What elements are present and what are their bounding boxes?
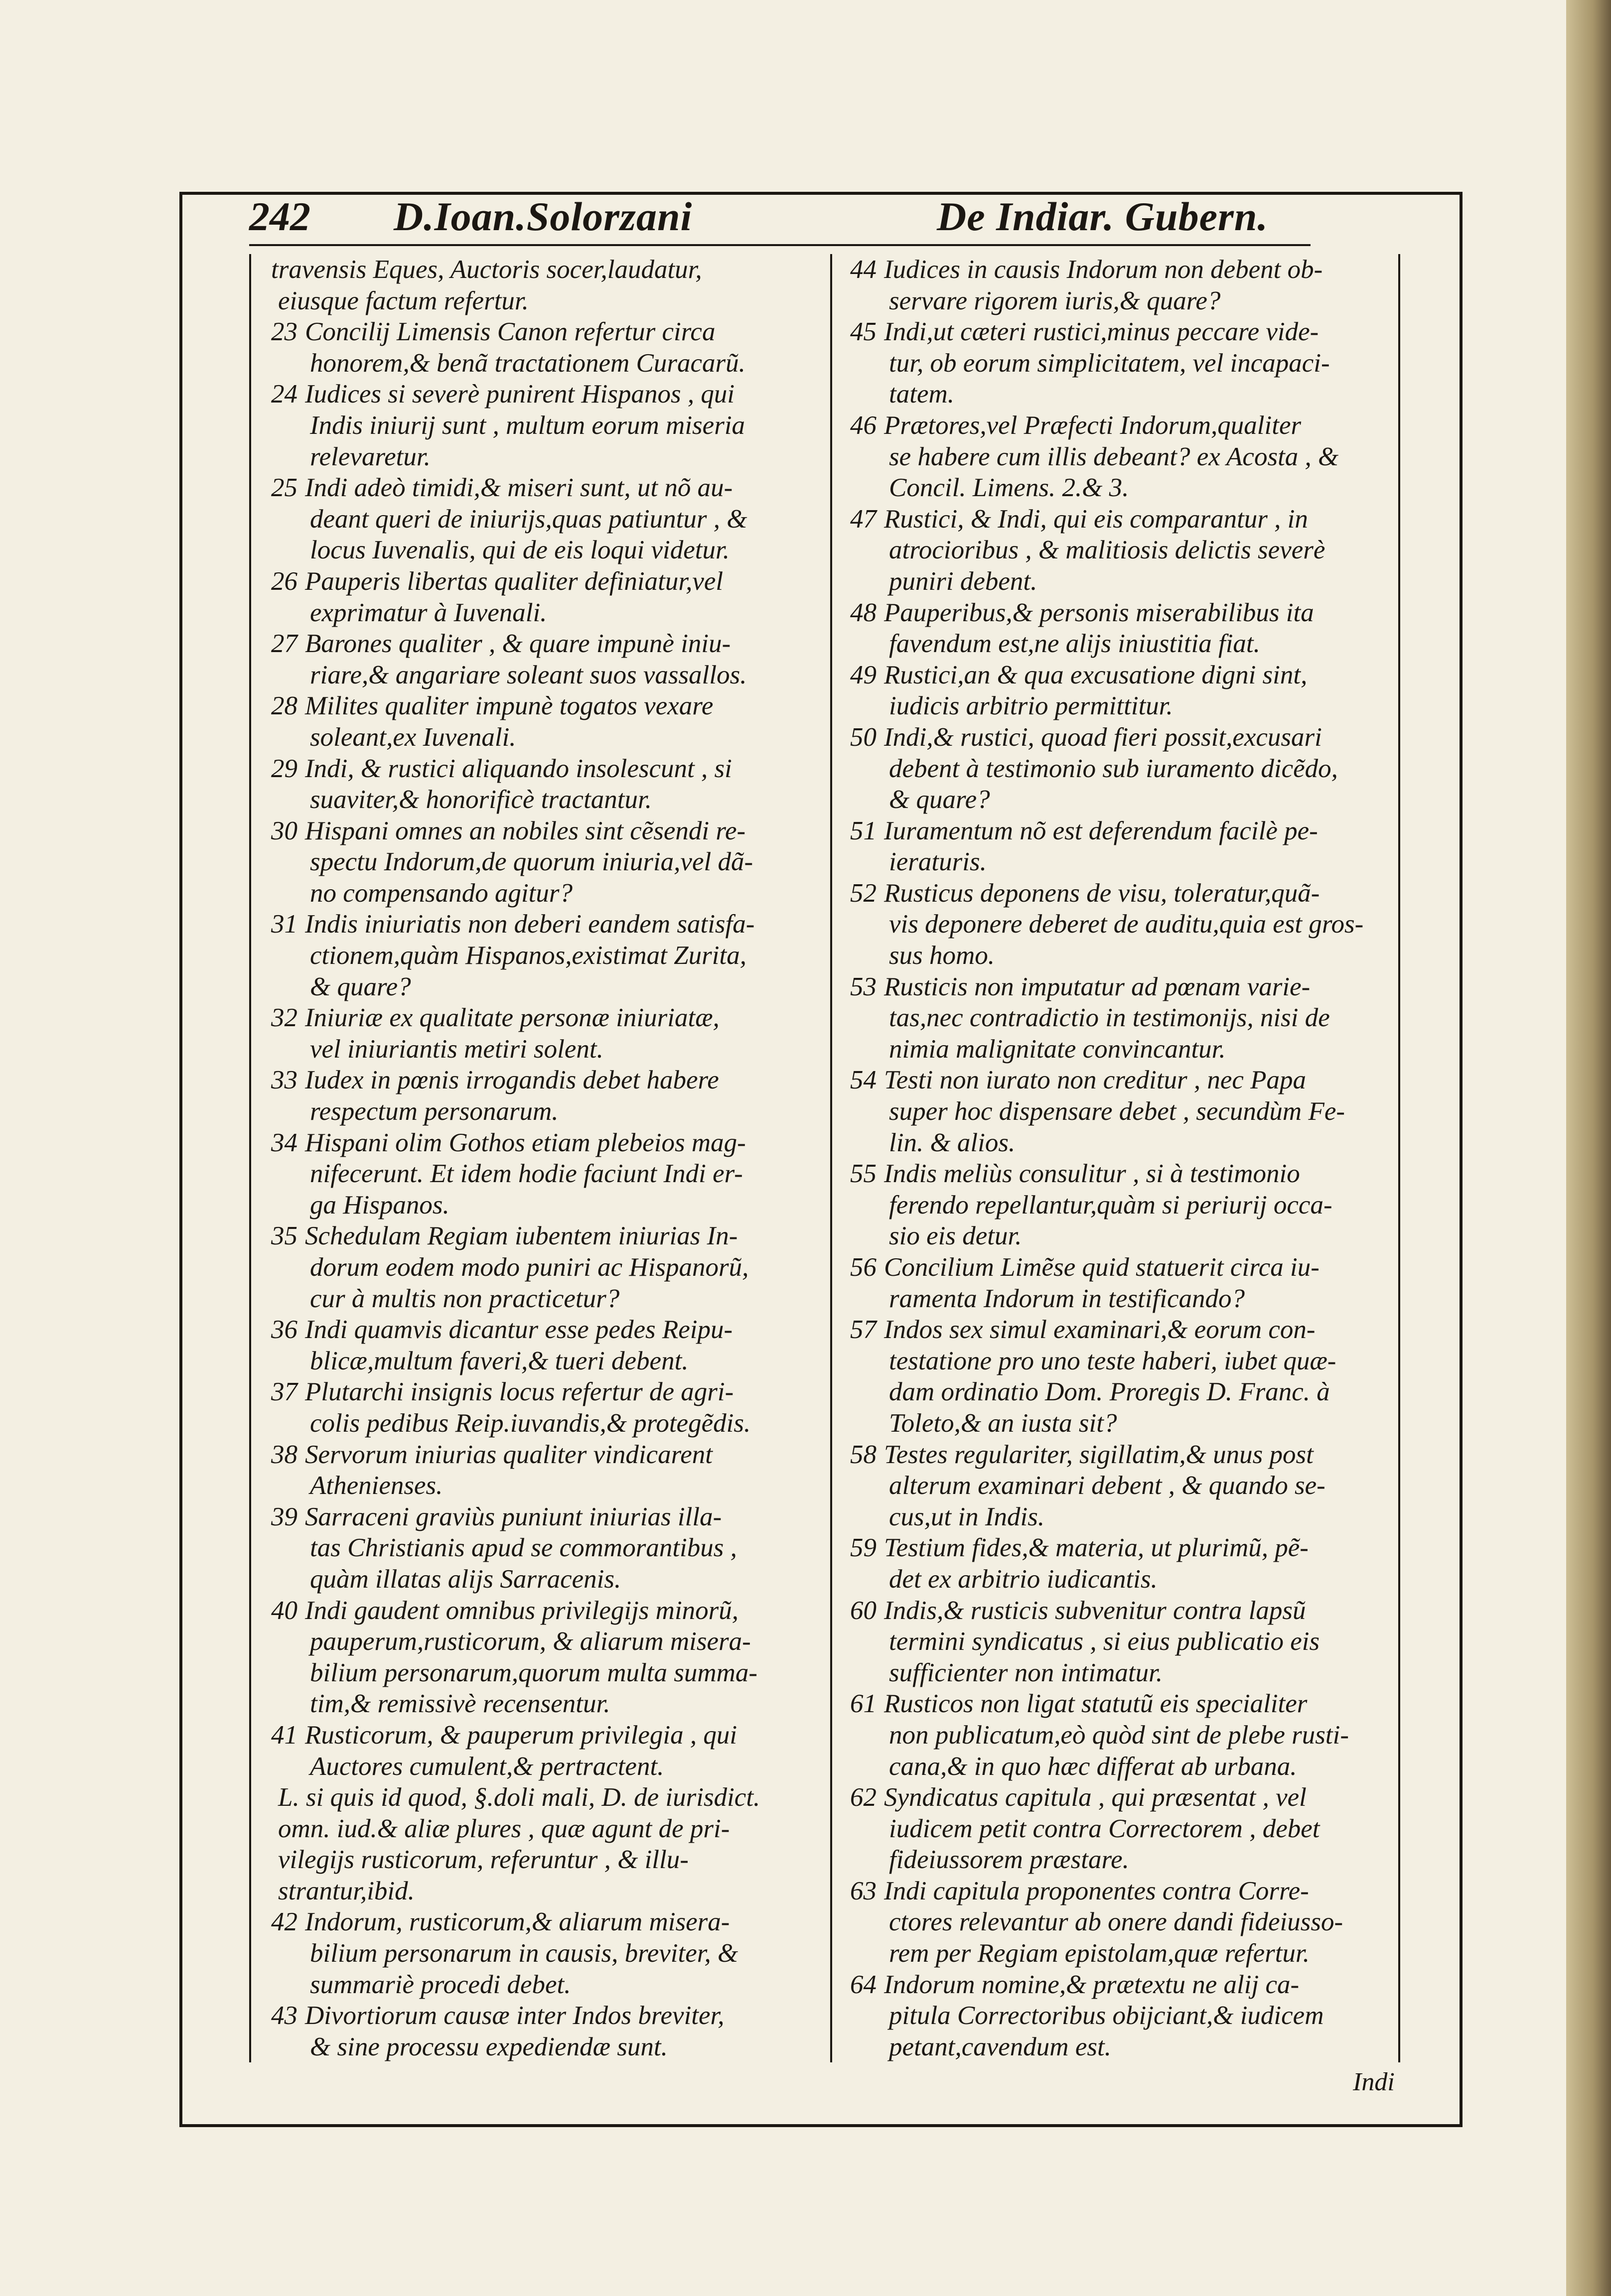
index-entry [850, 316, 1388, 410]
entry-text: Testes regulariter, sigillatim,& unus post [884, 1440, 1314, 1469]
entry-text: dam ordinatio Dom. Proregis D. Franc. à [889, 1377, 1330, 1407]
entry-text: Hispani omnes an nobiles sint cẽsendi re- [305, 816, 746, 845]
entry-text: Iniuriæ ex qualitate personæ iniuriatæ, [305, 1003, 720, 1033]
entry-number: 53 [850, 972, 877, 1001]
entry-number: 48 [850, 598, 877, 627]
entry-text: honorem,& benã tractationem Curacarũ. [310, 348, 745, 378]
index-entry [271, 1314, 820, 1376]
entry-text: bilium personarum in causis, breviter, & [310, 1939, 738, 1968]
running-head [249, 189, 1320, 244]
index-entry [271, 690, 820, 753]
entry-text: cana,& in quo hæc differat ab urbana. [889, 1752, 1297, 1781]
entry-number: 58 [850, 1440, 877, 1469]
entry-text: Prætores,vel Præfecti Indorum,qualiter [884, 410, 1302, 440]
entry-number: 31 [271, 910, 297, 939]
index-entry [271, 628, 820, 690]
entry-number: 41 [271, 1720, 297, 1750]
index-entry [850, 660, 1388, 722]
entry-text: Plutarchi insignis locus refertur de agri- [305, 1377, 734, 1407]
index-entry [850, 878, 1388, 971]
entry-text: Indi capitula proponentes contra Corre- [884, 1876, 1309, 1905]
entry-number: 38 [271, 1440, 297, 1469]
index-entry [850, 254, 1388, 316]
entry-number: 47 [850, 504, 877, 534]
index-entry [850, 815, 1388, 878]
entry-number: 56 [850, 1253, 877, 1282]
entry-text: L. si quis id quod, §.doli mali, D. de iurisdict. [278, 1783, 760, 1812]
entry-text: relevaretur. [310, 442, 431, 471]
index-entry [271, 1220, 820, 1314]
entry-text: petant,cavendum est. [889, 2032, 1111, 2061]
index-entry [271, 1595, 820, 1720]
entry-text: tim,& remissivè recensentur. [310, 1689, 610, 1719]
entry-text: sio eis detur. [889, 1221, 1022, 1251]
entry-number: 32 [271, 1003, 297, 1033]
index-entry [271, 1127, 820, 1221]
entry-text: se habere cum illis debeant? ex Acosta , & [889, 442, 1339, 471]
entry-text: vis deponere deberet de auditu,quia est gros- [889, 910, 1364, 939]
entry-text: super hoc dispensare debet , secundùm Fe- [889, 1097, 1345, 1126]
entry-number: 36 [271, 1315, 297, 1345]
entry-text: servare rigorem iuris,& quare? [889, 286, 1221, 315]
entry-number: 43 [271, 2001, 297, 2030]
entry-text: Indos sex simul examinari,& eorum con- [884, 1315, 1316, 1345]
entry-text: Sarraceni graviùs puniunt iniurias illa- [305, 1502, 722, 1531]
index-column-right [832, 254, 1400, 2062]
entry-text: quàm illatas alijs Sarracenis. [310, 1564, 621, 1594]
entry-text: Hispani olim Gothos etiam plebeios mag- [305, 1128, 746, 1157]
entry-text: Schedulam Regiam iubentem iniurias In- [305, 1221, 738, 1251]
entry-text: Indi adeò timidi,& miseri sunt, ut nõ au- [305, 473, 733, 503]
entry-text: dorum eodem modo puniri ac Hispanorũ, [310, 1253, 749, 1282]
entry-text: tatem. [889, 380, 954, 409]
entry-text: Iudices in causis Indorum non debent ob- [884, 255, 1323, 284]
entry-text: blicæ,multum faveri,& tueri debent. [310, 1346, 689, 1375]
entry-text: ferendo repellantur,quàm si periurij occa- [889, 1190, 1332, 1219]
index-entry [850, 1532, 1388, 1595]
entry-text: & quare? [889, 785, 990, 814]
entry-text: tas Christianis apud se commorantibus , [310, 1533, 737, 1563]
entry-text: exprimatur à Iuvenali. [310, 598, 547, 627]
entry-number: 60 [850, 1596, 877, 1625]
entry-number: 45 [850, 317, 877, 347]
entry-text: Testi non iurato non creditur , nec Papa [884, 1066, 1306, 1095]
entry-text: puniri debent. [889, 566, 1037, 596]
entry-text: alterum examinari debent , & quando se- [889, 1471, 1325, 1500]
entry-text: Indorum, rusticorum,& aliarum misera- [305, 1907, 730, 1937]
entry-text: Rustici, & Indi, qui eis comparantur , in [884, 504, 1308, 534]
entry-text: tur, ob eorum simplicitatem, vel incapaci- [889, 348, 1330, 378]
entry-text: vilegijs rusticorum, referuntur , & illu- [278, 1845, 689, 1875]
entry-text: Divortiorum causæ inter Indos breviter, [305, 2001, 725, 2030]
running-head-title: De Indiar. Gubern. [937, 194, 1269, 239]
entry-text: respectum personarum. [310, 1097, 559, 1126]
entry-text: Indi gaudent omnibus privilegijs minorũ, [305, 1596, 739, 1625]
entry-text: debent à testimonio sub iuramento dicẽdo, [889, 754, 1338, 783]
entry-number: 51 [850, 816, 877, 845]
entry-text: Iudices si severè punirent Hispanos , qui [305, 380, 735, 409]
entry-text: termini syndicatus , si eius publicatio eis [889, 1627, 1320, 1656]
index-entry [271, 1065, 820, 1127]
page-edge [1566, 0, 1611, 2296]
entry-text: Concilij Limensis Canon refertur circa [305, 317, 716, 347]
entry-number: 25 [271, 473, 297, 503]
page-number: 242 [249, 194, 310, 239]
entry-text: Indi quamvis dicantur esse pedes Reipu- [305, 1315, 733, 1345]
entry-text: bilium personarum,quorum multa summa- [310, 1658, 758, 1687]
entry-text: Concilium Limẽse quid statuerit circa iu- [884, 1253, 1319, 1282]
entry-number: 35 [271, 1221, 297, 1251]
entry-number: 50 [850, 722, 877, 752]
entry-text: Indis iniuriatis non deberi eandem satisfa- [305, 910, 755, 939]
index-entry [850, 1252, 1388, 1314]
entry-text: Pauperis libertas qualiter definiatur,vel [305, 566, 724, 596]
entry-text: ga Hispanos. [310, 1190, 449, 1219]
entry-text: nifecerunt. Et idem hodie faciunt Indi er- [310, 1159, 743, 1189]
entry-text: Indi, & rustici aliquando insolescunt , si [305, 754, 732, 783]
entry-number: 62 [850, 1783, 877, 1812]
entry-text: tas,nec contradictio in testimonijs, nisi de [889, 1003, 1330, 1033]
index-entry [850, 1782, 1388, 1876]
entry-text: Rusticorum, & pauperum privilegia , qui [305, 1720, 737, 1750]
index-column-left [249, 254, 832, 2062]
index-entry [271, 1376, 820, 1439]
entry-text: Indi,ut cæteri rustici,minus peccare vide- [884, 317, 1319, 347]
entry-text: det ex arbitrio iudicantis. [889, 1564, 1158, 1594]
entry-number: 52 [850, 878, 877, 908]
index-entry [271, 566, 820, 628]
entry-text: summariè procedi debet. [310, 1970, 571, 1999]
index-entry [271, 753, 820, 815]
index-entry [850, 1969, 1388, 2063]
entry-text: testatione pro uno teste haberi, iubet quæ- [889, 1346, 1336, 1375]
index-entry [271, 1720, 820, 1782]
index-entry [850, 971, 1388, 1065]
index-entry [850, 1439, 1388, 1533]
entry-text: & sine processu expediendæ sunt. [310, 2032, 668, 2061]
entry-text: Auctores cumulent,& pertractent. [310, 1752, 664, 1781]
index-entry [271, 1439, 820, 1501]
index-entry [850, 722, 1388, 815]
entry-number: 61 [850, 1689, 877, 1719]
entry-text: ctores relevantur ab onere dandi fideiusso- [889, 1907, 1343, 1937]
index-entry [271, 909, 820, 1002]
entry-text: & quare? [310, 972, 411, 1001]
index-entry [850, 1314, 1388, 1439]
entry-text: Iudex in pœnis irrogandis debet habere [305, 1066, 719, 1095]
catchword: Indi [1353, 2068, 1395, 2096]
entry-number: 63 [850, 1876, 877, 1905]
entry-text: favendum est,ne alijs iniustitia fiat. [889, 629, 1260, 659]
entry-number: 29 [271, 754, 297, 783]
index-entry [271, 1906, 820, 2000]
index-entry [271, 316, 820, 379]
index-entry [271, 1782, 820, 1906]
index-entry [271, 379, 820, 472]
entry-text: eiusque factum refertur. [278, 286, 529, 315]
entry-number: 49 [850, 660, 877, 689]
entry-number: 24 [271, 380, 297, 409]
entry-text: Indis meliùs consulitur , si à testimonio [884, 1159, 1300, 1189]
entry-text: ieraturis. [889, 847, 987, 877]
entry-text: non publicatum,eò quòd sint de plebe rusti- [889, 1720, 1349, 1750]
entry-number: 30 [271, 816, 297, 845]
index-entry [271, 254, 820, 316]
entry-text: suaviter,& honorificè tractantur. [310, 785, 652, 814]
entry-text: lin. & alios. [889, 1128, 1016, 1157]
entry-text: omn. iud.& aliæ plures , quæ agunt de pri- [278, 1814, 730, 1843]
entry-text: deant queri de iniurijs,quas patiuntur , & [310, 504, 747, 534]
index-entry [850, 1158, 1388, 1252]
entry-text: travensis Eques, Auctoris socer,laudatur, [271, 255, 702, 284]
entry-text: Indis,& rusticis subvenitur contra lapsũ [884, 1596, 1306, 1625]
entry-text: Servorum iniurias qualiter vindicarent [305, 1440, 713, 1469]
index-entry [850, 597, 1388, 660]
entry-text: riare,& angariare soleant suos vassallos. [310, 660, 747, 689]
entry-number: 57 [850, 1315, 877, 1345]
entry-number: 42 [271, 1907, 297, 1937]
entry-text: iudicis arbitrio permittitur. [889, 691, 1173, 721]
entry-text: Iuramentum nõ est deferendum facilè pe- [884, 816, 1318, 845]
index-entry [271, 1002, 820, 1065]
entry-number: 27 [271, 629, 297, 659]
entry-text: Concil. Limens. 2.& 3. [889, 473, 1129, 503]
index-entry [271, 472, 820, 566]
entry-text: no compensando agitur? [310, 878, 573, 908]
entry-text: Rustici,an & qua excusatione digni sint, [884, 660, 1308, 689]
index-entry [850, 410, 1388, 504]
entry-text: Testium fides,& materia, ut plurimũ, pẽ- [884, 1533, 1309, 1563]
entry-text: ramenta Indorum in testificando? [889, 1284, 1245, 1313]
entry-number: 26 [271, 566, 297, 596]
entry-text: Milites qualiter impunè togatos vexare [305, 691, 714, 721]
entry-text: colis pedibus Reip.iuvandis,& protegẽdis. [310, 1408, 751, 1438]
entry-text: Indis iniurij sunt , multum eorum miseria [310, 410, 745, 440]
entry-text: Toleto,& an iusta sit? [889, 1408, 1117, 1438]
entry-text: Pauperibus,& personis miserabilibus ita [884, 598, 1314, 627]
running-head-author: D.Ioan.Solorzani [394, 194, 693, 239]
entry-text: atrocioribus , & malitiosis delictis severè [889, 536, 1325, 565]
index-entry [271, 1501, 820, 1595]
entry-text: Rusticus deponens de visu, toleratur,quã- [884, 878, 1320, 908]
entry-text: Rusticis non imputatur ad pœnam varie- [884, 972, 1311, 1001]
entry-number: 46 [850, 410, 877, 440]
entry-text: fideiussorem præstare. [889, 1845, 1129, 1875]
index-entry [850, 1876, 1388, 1969]
entry-text: Athenienses. [310, 1471, 443, 1500]
index-entry [850, 1065, 1388, 1158]
index-entry [271, 815, 820, 909]
entry-text: pauperum,rusticorum, & aliarum misera- [310, 1627, 751, 1656]
entry-text: Syndicatus capitula , qui præsentat , vel [884, 1783, 1307, 1812]
entry-text: spectu Indorum,de quorum iniuria,vel dã- [310, 847, 753, 877]
entry-text: sus homo. [889, 941, 995, 970]
entry-text: Rusticos non ligat statutũ eis specialiter [884, 1689, 1308, 1719]
entry-text: vel iniuriantis metiri solent. [310, 1034, 603, 1064]
index-entry [850, 504, 1388, 597]
entry-text: locus Iuvenalis, qui de eis loqui videtur. [310, 536, 730, 565]
entry-text: pitula Correctoribus obijciant,& iudicem [889, 2001, 1324, 2030]
entry-text: Barones qualiter , & quare impunè iniu- [305, 629, 731, 659]
entry-text: iudicem petit contra Correctorem , debet [889, 1814, 1320, 1843]
entry-number: 28 [271, 691, 297, 721]
entry-text: nimia malignitate convincantur. [889, 1034, 1226, 1064]
entry-number: 33 [271, 1066, 297, 1095]
head-rule [249, 244, 1311, 246]
index-entry [850, 1595, 1388, 1689]
entry-number: 23 [271, 317, 297, 347]
entry-text: sufficienter non intimatur. [889, 1658, 1163, 1687]
entry-number: 37 [271, 1377, 297, 1407]
entry-number: 55 [850, 1159, 877, 1189]
entry-text: Indi,& rustici, quoad fieri possit,excusari [884, 722, 1322, 752]
entry-text: cur à multis non practicetur? [310, 1284, 620, 1313]
entry-number: 59 [850, 1533, 877, 1563]
index-entry [271, 2000, 820, 2062]
entry-number: 54 [850, 1066, 877, 1095]
entry-number: 44 [850, 255, 877, 284]
entry-text: soleant,ex Iuvenali. [310, 722, 516, 752]
entry-number: 39 [271, 1502, 297, 1531]
entry-text: Indorum nomine,& prætextu ne alij ca- [884, 1970, 1300, 1999]
entry-text: ctionem,quàm Hispanos,existimat Zurita, [310, 941, 746, 970]
entry-text: cus,ut in Indis. [889, 1502, 1045, 1531]
entry-text: rem per Regiam epistolam,quæ refertur. [889, 1939, 1310, 1968]
entry-number: 64 [850, 1970, 877, 1999]
entry-number: 40 [271, 1596, 297, 1625]
index-entry [850, 1688, 1388, 1782]
entry-text: strantur,ibid. [278, 1876, 415, 1905]
entry-number: 34 [271, 1128, 297, 1157]
